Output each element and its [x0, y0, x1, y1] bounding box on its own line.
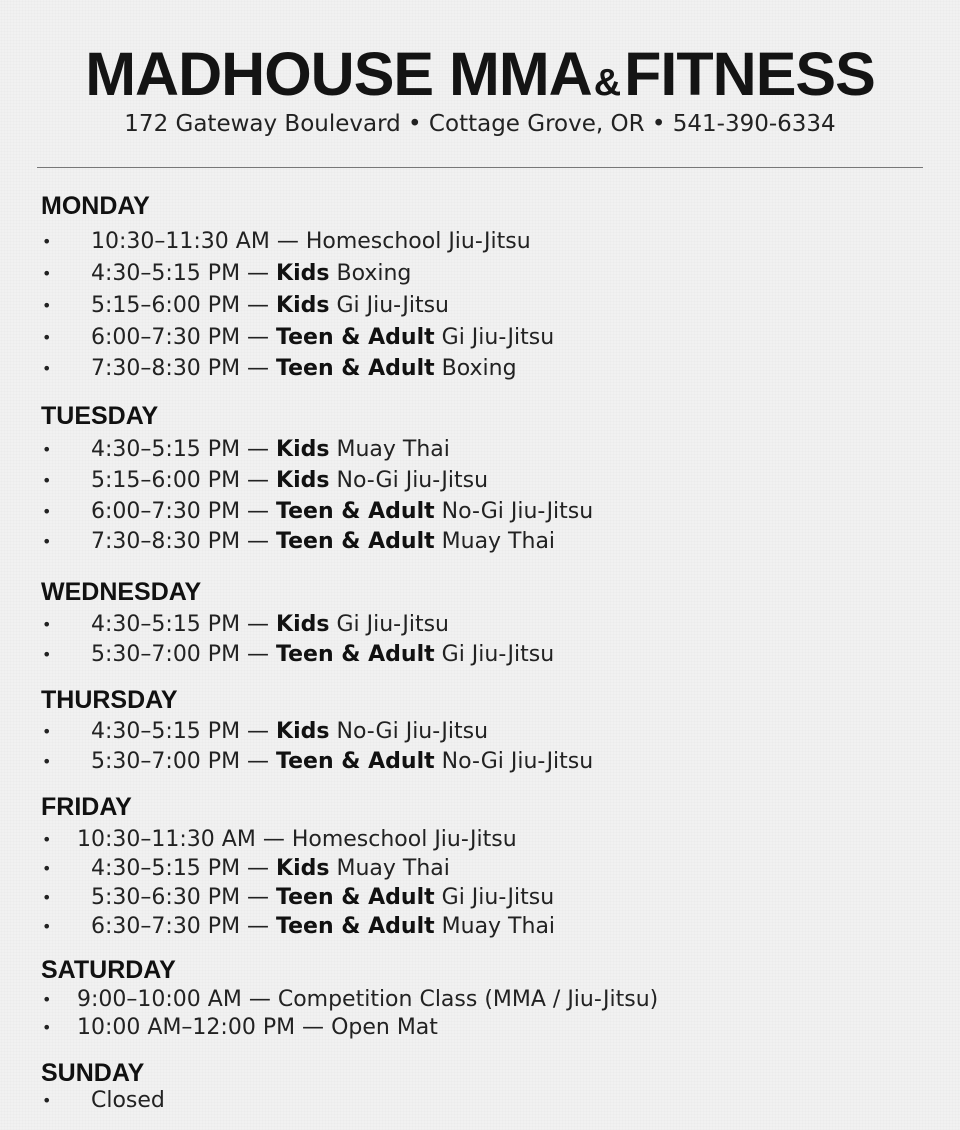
- bullet-icon: •: [42, 752, 52, 771]
- bullet-icon: •: [42, 645, 52, 664]
- title-end: FITNESS: [624, 40, 875, 108]
- class-item: [0, 292, 960, 320]
- class-time: 7:30–8:30 PM —: [91, 529, 270, 554]
- bullet-icon: •: [42, 990, 52, 1009]
- bullet-icon: •: [42, 328, 52, 347]
- day-heading: SATURDAY: [41, 956, 176, 984]
- class-item: [0, 986, 960, 1014]
- class-name: Homeschool Jiu-Jitsu: [291, 827, 517, 852]
- class-group: Teen & Adult: [276, 914, 435, 939]
- bullet-icon: •: [42, 1091, 52, 1110]
- class-name: Gi Jiu-Jitsu: [336, 293, 449, 318]
- bullet-icon: •: [42, 359, 52, 378]
- class-name: Muay Thai: [336, 856, 450, 881]
- class-item: [0, 855, 960, 883]
- class-time: 5:30–6:30 PM —: [91, 885, 270, 910]
- class-time: 10:00 AM–12:00 PM —: [77, 1015, 325, 1040]
- class-name: Gi Jiu-Jitsu: [441, 325, 555, 350]
- day-heading: TUESDAY: [41, 402, 159, 430]
- class-group: Kids: [276, 293, 330, 318]
- class-item: [0, 436, 960, 464]
- class-item: [0, 355, 960, 383]
- class-name: Gi Jiu-Jitsu: [336, 612, 449, 637]
- class-time: 5:30–7:00 PM —: [91, 749, 270, 774]
- gym-title: [0, 38, 960, 119]
- day-heading: MONDAY: [41, 192, 150, 220]
- class-time: 4:30–5:15 PM —: [91, 261, 270, 286]
- bullet-icon: •: [42, 296, 52, 315]
- bullet-icon: •: [42, 471, 52, 490]
- class-name: No-Gi Jiu-Jitsu: [441, 499, 594, 524]
- class-name: Open Mat: [331, 1015, 438, 1040]
- class-time: 6:00–7:30 PM —: [91, 499, 270, 524]
- class-group: Kids: [276, 719, 330, 744]
- class-name: Boxing: [336, 261, 412, 286]
- class-time: 10:30–11:30 AM —: [91, 229, 299, 254]
- bullet-icon: •: [42, 859, 52, 878]
- class-item: [0, 826, 960, 854]
- class-name: Muay Thai: [441, 914, 556, 939]
- bullet-icon: •: [42, 232, 52, 251]
- title-main: MADHOUSE MMA: [85, 40, 592, 108]
- class-item: [0, 884, 960, 912]
- class-name: Muay Thai: [336, 437, 450, 462]
- class-time: 5:15–6:00 PM —: [91, 468, 270, 493]
- class-time: 10:30–11:30 AM —: [77, 827, 285, 852]
- class-group: Kids: [276, 612, 330, 637]
- class-name: Gi Jiu-Jitsu: [441, 642, 555, 667]
- class-time: 9:00–10:00 AM —: [77, 987, 271, 1012]
- class-item: [0, 913, 960, 941]
- bullet-icon: •: [42, 917, 52, 936]
- bullet-icon: •: [42, 615, 52, 634]
- class-time: 6:00–7:30 PM —: [91, 325, 270, 350]
- class-time: 4:30–5:15 PM —: [91, 612, 270, 637]
- class-item: [0, 1087, 960, 1115]
- class-time: 4:30–5:15 PM —: [91, 856, 270, 881]
- day-heading: THURSDAY: [41, 686, 178, 714]
- class-group: Teen & Adult: [276, 642, 435, 667]
- gym-address: 172 Gateway Boulevard • Cottage Grove, OR • 541-390-6334: [124, 111, 836, 137]
- bullet-icon: •: [42, 888, 52, 907]
- class-time: 5:30–7:00 PM —: [91, 642, 270, 667]
- class-item: [0, 611, 960, 639]
- class-item: [0, 641, 960, 669]
- class-name: Competition Class (MMA / Jiu-Jitsu): [277, 987, 659, 1012]
- title-ampersand: &: [593, 62, 621, 104]
- class-item: [0, 718, 960, 746]
- class-group: Teen & Adult: [276, 885, 435, 910]
- class-group: Kids: [276, 437, 330, 462]
- class-time: 5:15–6:00 PM —: [91, 293, 270, 318]
- class-group: Kids: [276, 856, 330, 881]
- class-name: Muay Thai: [441, 529, 556, 554]
- class-group: Teen & Adult: [276, 356, 435, 381]
- bullet-icon: •: [42, 440, 52, 459]
- class-name: Homeschool Jiu-Jitsu: [305, 229, 531, 254]
- class-name: Gi Jiu-Jitsu: [441, 885, 555, 910]
- bullet-icon: •: [42, 722, 52, 741]
- class-name: No-Gi Jiu-Jitsu: [336, 468, 489, 493]
- class-item: [0, 228, 960, 256]
- bullet-icon: •: [42, 264, 52, 283]
- class-item: [0, 498, 960, 526]
- class-item: [0, 467, 960, 495]
- class-group: Teen & Adult: [276, 749, 435, 774]
- class-time: 7:30–8:30 PM —: [91, 356, 270, 381]
- class-group: Teen & Adult: [276, 325, 435, 350]
- class-name: Boxing: [441, 356, 517, 381]
- class-item: [0, 1014, 960, 1042]
- class-group: Kids: [276, 261, 330, 286]
- class-time: 6:30–7:30 PM —: [91, 914, 270, 939]
- class-group: Teen & Adult: [276, 499, 435, 524]
- header-divider: [37, 167, 923, 168]
- bullet-icon: •: [42, 1018, 52, 1037]
- class-item: [0, 260, 960, 288]
- bullet-icon: •: [42, 532, 52, 551]
- class-name: No-Gi Jiu-Jitsu: [441, 749, 594, 774]
- class-time: 4:30–5:15 PM —: [91, 437, 270, 462]
- class-item: [0, 324, 960, 352]
- bullet-icon: •: [42, 502, 52, 521]
- class-group: Teen & Adult: [276, 529, 435, 554]
- class-name: No-Gi Jiu-Jitsu: [336, 719, 489, 744]
- class-time: Closed: [91, 1088, 165, 1113]
- class-item: [0, 528, 960, 556]
- class-item: [0, 748, 960, 776]
- day-heading: FRIDAY: [41, 793, 132, 821]
- class-group: Kids: [276, 468, 330, 493]
- bullet-icon: •: [42, 830, 52, 849]
- class-time: 4:30–5:15 PM —: [91, 719, 270, 744]
- day-heading: WEDNESDAY: [41, 578, 202, 606]
- day-heading: SUNDAY: [41, 1059, 145, 1087]
